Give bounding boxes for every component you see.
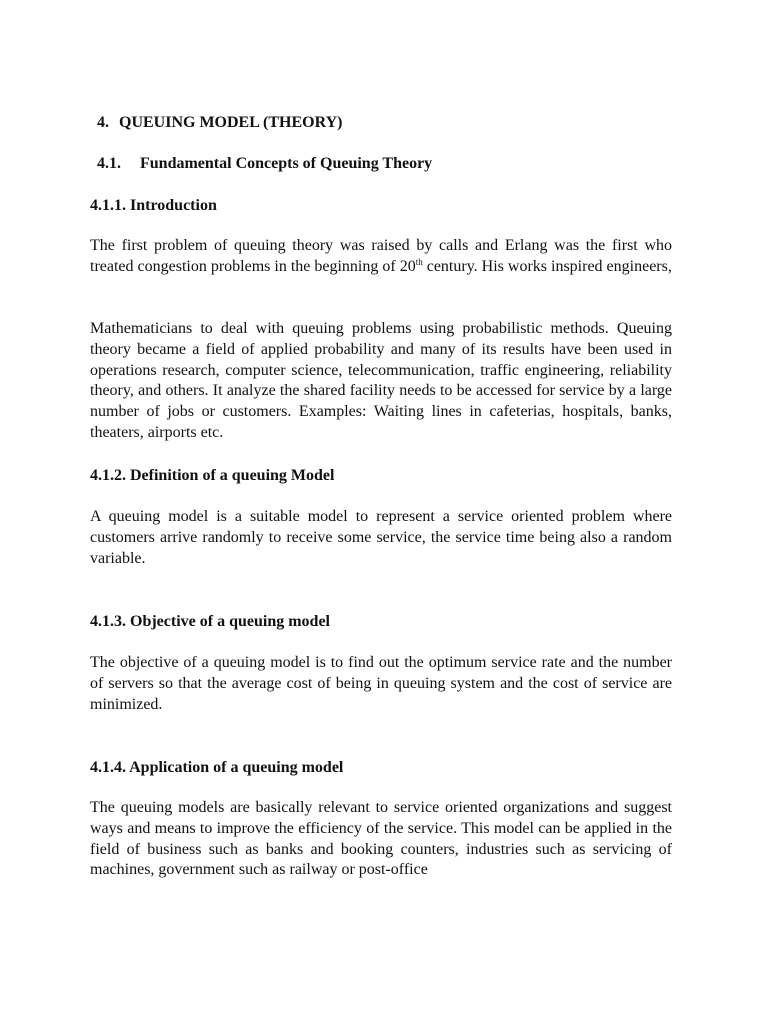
introduction-heading: 4.1.1. Introduction bbox=[90, 197, 217, 214]
definition-heading: 4.1.2. Definition of a queuing Model bbox=[90, 467, 335, 484]
chapter-title: QUEUING MODEL (THEORY) bbox=[119, 114, 343, 131]
application-paragraph: The queuing models are basically relevant to service oriented organizations and suggest ways and means to improve the efficiency of the service. This model can be applied in the field of business such as banks and booking counters, industries such as servicing of machines, government such as railway or post-office bbox=[90, 799, 672, 879]
section-heading bbox=[97, 153, 432, 174]
chapter-heading bbox=[97, 112, 342, 133]
section-number: 4.1. bbox=[97, 155, 121, 172]
introduction-paragraph-2: Mathematicians to deal with queuing problems using probabilistic methods. Queuing theory became a field of applied probability and many of its results have been used in operations research, computer science, telecommunication, traffic engineering, reliability theory, and others. It analyze the shared facility needs to be accessed for service by a large number of jobs or customers. Examples: Waiting lines in cafeterias, hospitals, banks, theaters, airports etc. bbox=[90, 320, 672, 441]
introduction-paragraph-1 bbox=[90, 236, 672, 278]
introduction-text-b: century. His works inspired engineers, bbox=[422, 257, 672, 275]
objective-heading: 4.1.3. Objective of a queuing model bbox=[90, 613, 330, 630]
section-title: Fundamental Concepts of Queuing Theory bbox=[140, 155, 433, 172]
application-heading: 4.1.4. Application of a queuing model bbox=[90, 759, 344, 776]
definition-paragraph: A queuing model is a suitable model to represent a service oriented problem where customers arrive randomly to receive some service, the service time being also a random variable. bbox=[90, 508, 672, 567]
introduction-text-a: The first problem of queuing theory was raised by calls and Erlang was the first who treated congestion problems in the beginning of 20 bbox=[90, 237, 672, 275]
objective-paragraph: The objective of a queuing model is to find out the optimum service rate and the number of servers so that the average cost of being in queuing system and the cost of service are minimized. bbox=[90, 654, 672, 713]
chapter-number: 4. bbox=[97, 114, 109, 131]
superscript-th: th bbox=[415, 256, 423, 267]
